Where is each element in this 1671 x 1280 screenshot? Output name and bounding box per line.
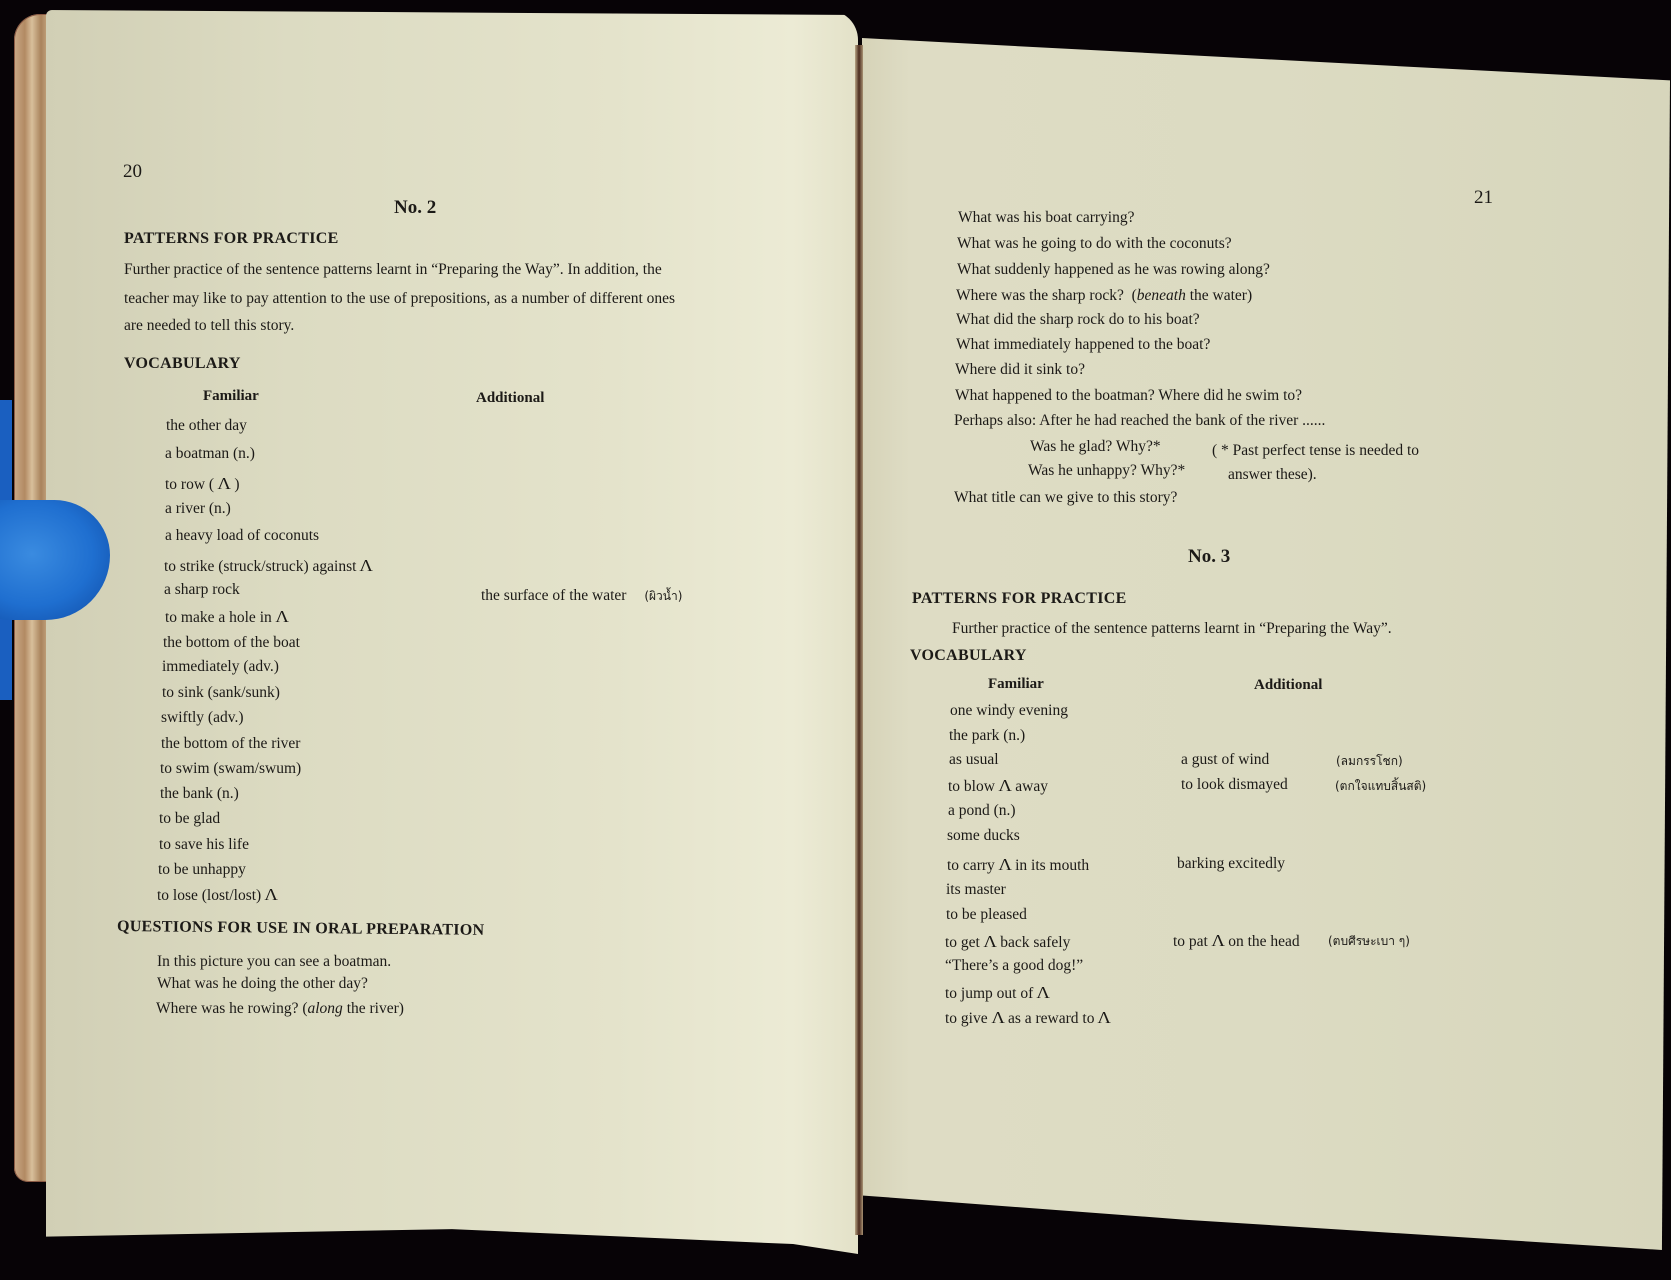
vocab-item: the park (n.)	[949, 727, 1026, 744]
thai-translation: (ตกใจแทบสิ้นสติ)	[1335, 779, 1427, 793]
vocab-item: a boatman (n.)	[165, 445, 255, 462]
questions-heading: QUESTIONS FOR USE IN ORAL PREPARATION	[116, 918, 485, 939]
vocab-item: to strike (struck/struck) against Λ	[164, 556, 374, 575]
caret-icon: Λ	[983, 932, 997, 951]
vocab-item: to be pleased	[946, 906, 1027, 923]
vocab-item: some ducks	[947, 827, 1020, 844]
vocab-item: to jump out of Λ	[945, 983, 1051, 1002]
vocab-item: swiftly (adv.)	[161, 709, 244, 726]
additional-vocab-item: to look dismayed	[1181, 776, 1288, 793]
question-item: What was his boat carrying?	[958, 209, 1135, 226]
vocab-item: to blow Λ away	[948, 776, 1048, 795]
page-number-left: 20	[123, 161, 142, 182]
additional-vocab-item: a gust of wind	[1181, 751, 1270, 768]
patterns-heading-right: PATTERNS FOR PRACTICE	[912, 590, 1127, 607]
additional-vocab-item: the surface of the water (ผิวน้ำ)	[481, 587, 683, 604]
vocab-item: to get Λ back safely	[945, 932, 1071, 951]
question-item: What happened to the boatman? Where did he swim to?	[955, 387, 1303, 404]
question-item: In this picture you can see a boatman.	[157, 953, 392, 970]
vocab-item: a heavy load of coconuts	[165, 527, 320, 544]
vocabulary-heading-left: VOCABULARY	[124, 355, 241, 372]
vocab-item: a sharp rock	[164, 581, 240, 598]
question-item: Where was he rowing? (along the river)	[156, 1000, 404, 1017]
question-item: What did the sharp rock do to his boat?	[956, 311, 1200, 328]
question-item: What immediately happened to the boat?	[956, 336, 1211, 353]
vocab-item: the bottom of the boat	[163, 634, 300, 651]
caret-icon: Λ	[275, 607, 289, 626]
vocab-item: “There’s a good dog!”	[945, 957, 1084, 974]
familiar-heading-right: Familiar	[988, 676, 1044, 692]
vocab-item: to give Λ as a reward to Λ	[945, 1008, 1112, 1027]
thai-translation: (ตบศีรษะเบา ๆ)	[1328, 934, 1410, 948]
vocab-item: a pond (n.)	[948, 802, 1016, 819]
question-item: What was he doing the other day?	[157, 975, 368, 992]
footnote-line-1: ( * Past perfect tense is needed to	[1212, 442, 1420, 459]
footnote-line-2: answer these).	[1228, 466, 1317, 483]
question-item: What title can we give to this story?	[954, 489, 1178, 506]
question-item: What was he going to do with the coconuts?	[957, 235, 1232, 252]
vocab-item: the other day	[166, 417, 247, 434]
vocab-item: to row ( Λ )	[165, 474, 240, 493]
additional-vocab-item: barking excitedly	[1177, 855, 1286, 872]
caret-icon: Λ	[264, 885, 279, 904]
question-item: Where did it sink to?	[955, 361, 1085, 378]
vocab-item: to swim (swam/swum)	[160, 760, 302, 777]
patterns-text-line-1: Further practice of the sentence patterns learnt in “Preparing the Way”. In addition, the	[124, 261, 662, 278]
vocabulary-heading-right: VOCABULARY	[910, 647, 1027, 664]
vocab-item: one windy evening	[950, 702, 1068, 719]
caret-icon: Λ	[991, 1008, 1005, 1027]
vocab-item: to lose (lost/lost) Λ	[157, 885, 279, 904]
vocab-item: to be glad	[159, 810, 221, 827]
left-page	[46, 10, 858, 1254]
patterns-text-line-3: are needed to tell this story.	[124, 317, 295, 334]
patterns-text-right: Further practice of the sentence patterns learnt in “Preparing the Way”.	[952, 620, 1392, 637]
vocab-item: to make a hole in Λ	[165, 607, 289, 626]
additional-heading-left: Additional	[476, 390, 545, 406]
caret-icon: Λ	[217, 474, 232, 493]
section-number-3: No. 3	[1188, 546, 1231, 567]
additional-vocab-item: to pat Λ on the head	[1173, 931, 1300, 950]
vocab-item: to sink (sank/sunk)	[162, 684, 280, 701]
caret-icon: Λ	[998, 776, 1012, 795]
patterns-text-line-2: teacher may like to pay attention to the use of prepositions, as a number of different ones	[124, 290, 676, 307]
vocab-item: as usual	[949, 751, 999, 768]
section-number-2: No. 2	[394, 197, 437, 218]
question-item: Where was the sharp rock? (beneath the water)	[956, 287, 1253, 304]
vocab-item: a river (n.)	[165, 500, 231, 517]
vocab-item: immediately (adv.)	[162, 658, 279, 675]
caret-icon: Λ	[998, 855, 1012, 874]
vocab-item: its master	[946, 881, 1006, 898]
vocab-item: the bottom of the river	[161, 735, 301, 752]
caret-icon: Λ	[1097, 1008, 1112, 1027]
vocab-item: to carry Λ in its mouth	[947, 855, 1090, 874]
book-gutter	[855, 45, 863, 1235]
vocab-item: the bank (n.)	[160, 785, 239, 802]
question-item: Perhaps also: After he had reached the bank of the river ......	[954, 412, 1326, 429]
thai-translation: (ลมกรรโชก)	[1336, 754, 1403, 768]
page-number-right: 21	[1474, 187, 1493, 208]
additional-heading-right: Additional	[1254, 677, 1323, 693]
familiar-heading-left: Familiar	[203, 388, 259, 404]
question-item: What suddenly happened as he was rowing along?	[957, 261, 1270, 278]
caret-icon: Λ	[1211, 931, 1225, 950]
patterns-heading-left: PATTERNS FOR PRACTICE	[124, 230, 339, 247]
caret-icon: Λ	[359, 556, 374, 575]
vocab-item: to be unhappy	[158, 861, 246, 878]
vocab-item: to save his life	[159, 836, 249, 853]
question-item: Was he glad? Why?*	[1030, 438, 1161, 455]
caret-icon: Λ	[1036, 983, 1051, 1002]
question-item: Was he unhappy? Why?*	[1028, 462, 1186, 479]
